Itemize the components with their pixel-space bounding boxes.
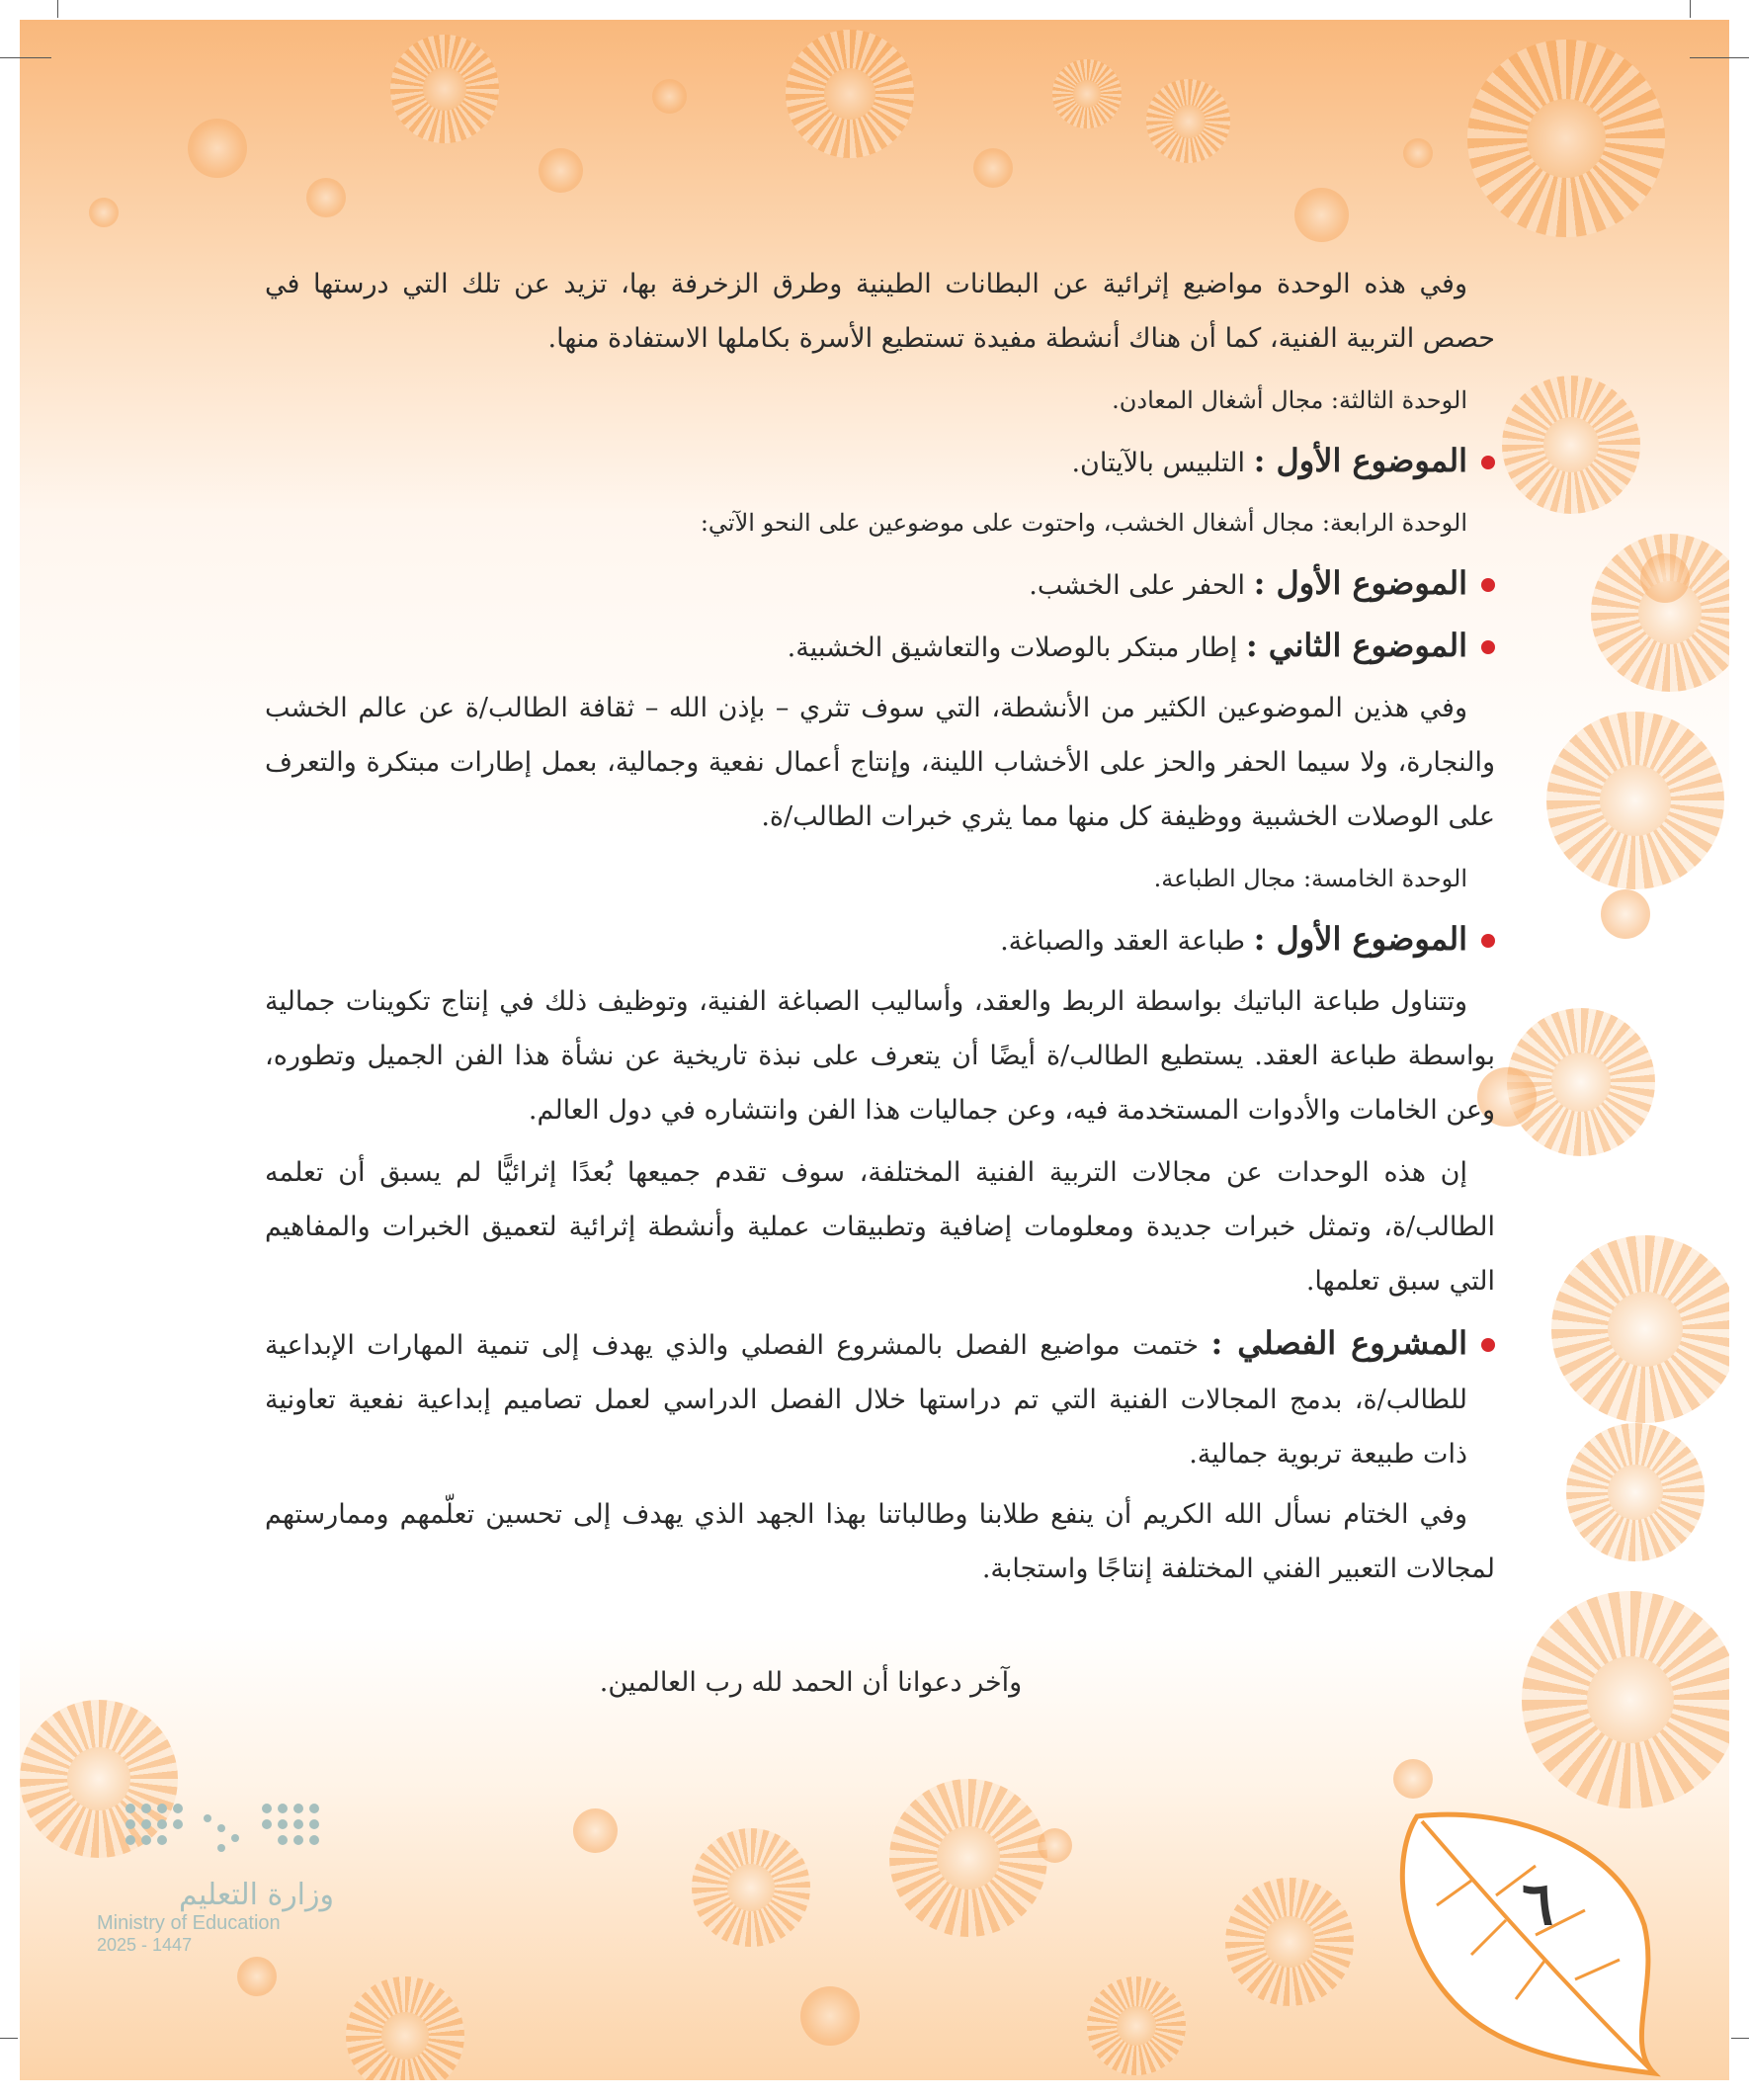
decor-flower-icon [889,1779,1047,1937]
main-content [265,257,1495,1718]
summary-paragraph: إن هذه الوحدات عن مجالات التربية الفنية المختلفة، سوف تقدم جميعها بُعدًا إثرائيًّا لم يسبق أن تعلمه الطالب/ة، وتمثل خبرات جديدة ومعلومات إضافية وتطبيقات عملية وأنشطة إثرائية لتعميق الخبرات والمفاهيم التي سبق تعلمها. [265,1157,1495,1297]
decor-dot-icon [89,198,119,227]
decor-flower-icon [1146,79,1230,163]
topic-label: الموضوع الأول : [1253,564,1467,602]
decor-dot-icon [652,79,687,114]
unit3-topic1 [265,434,1495,490]
page-number-leaf-icon [1377,1797,1664,2080]
decor-dot-icon [1393,1759,1433,1799]
ministry-name-arabic: وزارة التعليم [178,1878,334,1912]
bullet-icon [1481,640,1495,654]
project-text: ختمت مواضيع الفصل بالمشروع الفصلي والذي يهدف إلى تنمية المهارات الإبداعية للطالب/ة، بدمج المجالات الفنية التي تم دراستها خلال الفصل الدراسي لعمل تصاميم إبداعية نفعية تعاونية ذات طبيعة تربوية جمالية. [265,1330,1467,1470]
project-label: المشروع الفصلي : [1210,1324,1467,1362]
decor-dot-icon [573,1808,618,1853]
bullet-icon [1481,934,1495,948]
bullet-icon [1481,1338,1495,1352]
topic-label: الموضوع الأول : [1253,920,1467,958]
unit5-heading: الوحدة الخامسة: مجال الطباعة. [1153,865,1467,892]
decor-flower-icon [1467,40,1665,237]
ministry-name-english: Ministry of Education [97,1912,281,1934]
crop-mark [1690,0,1691,18]
page-background [20,20,1729,2080]
decor-flower-icon [1087,1976,1186,2075]
decor-flower-icon [1052,59,1122,128]
decor-flower-icon [692,1828,810,1947]
decor-dot-icon [539,148,583,193]
decor-dot-icon [306,178,346,217]
closing-paragraph: وفي الختام نسأل الله الكريم أن ينفع طلابنا وطالباتنا بهذا الجهد الذي يهدف إلى تحسين تعلّمهم وممارستهم لمجالات التعبير الفني المختلفة إنتاجًا واستجابة. [265,1499,1495,1584]
page-number: ٦ [1522,1870,1554,1939]
project-paragraph [265,1316,1495,1481]
bullet-icon [1481,578,1495,592]
decor-dot-icon [188,119,247,178]
decor-flower-icon [1546,712,1724,889]
unit5-description: وتتناول طباعة الباتيك بواسطة الربط والعقد، وأساليب الصباغة الفنية، وتوظيف ذلك في إنتاج تكوينات جمالية بواسطة طباعة العقد. يستطيع الطالب/ة أيضًا أن يتعرف على نبذة تاريخية عن نشأة هذا الفن الجميل وتطوره، وعن الخامات والأدوات المستخدمة فيه، وعن جماليات هذا الفن وانتشاره في دول العالم. [265,986,1495,1126]
topic-text: إطار مبتكر بالوصلات والتعاشيق الخشبية. [787,632,1246,663]
topic-text: الحفر على الخشب. [1029,570,1254,601]
decor-dot-icon [973,148,1013,188]
decor-flower-icon [1551,1235,1729,1423]
crop-mark [57,0,58,18]
decor-flower-icon [1502,376,1640,514]
decor-flower-icon [1522,1591,1729,1808]
decor-flower-icon [390,35,499,143]
decor-dot-icon [1403,138,1433,168]
crop-mark [0,57,51,58]
topic-label: الموضوع الأول : [1253,442,1467,479]
unit5-topic1 [265,912,1495,968]
ministry-logo-icon [119,1799,336,1868]
intro-paragraph: وفي هذه الوحدة مواضيع إثرائية عن البطانات الطينية وطرق الزخرفة بها، تزيد عن تلك التي درستها في حصص التربية الفنية، كما أن هناك أنشطة مفيدة تستطيع الأسرة بكاملها الاستفادة منها. [265,269,1495,354]
decor-flower-icon [786,30,914,158]
unit4-heading: الوحدة الرابعة: مجال أشغال الخشب، واحتوت على موضوعين على النحو الآتي: [700,509,1467,537]
decor-dot-icon [1601,889,1650,939]
unit4-topic2 [265,619,1495,675]
unit3-heading: الوحدة الثالثة: مجال أشغال المعادن. [1112,386,1467,414]
unit4-topic1 [265,556,1495,613]
topic-text: طباعة العقد والصباغة. [1000,926,1254,957]
topic-text: التلبيس بالآيتان. [1071,448,1254,478]
final-line: وآخر دعوانا أن الحمد لله رب العالمين. [599,1667,1023,1698]
decor-dot-icon [800,1986,860,2046]
ministry-branding [97,1878,334,1956]
decor-dot-icon [237,1957,277,1996]
decor-flower-icon [1566,1423,1705,1561]
topic-label: الموضوع الثاني : [1245,627,1467,664]
decor-dot-icon [1038,1828,1072,1863]
crop-mark [0,2038,18,2039]
decor-dot-icon [1294,188,1349,242]
decor-flower-icon [346,1976,464,2080]
crop-mark [1731,2038,1749,2039]
decor-flower-icon [1225,1878,1354,2006]
crop-mark [1690,57,1749,58]
decor-dot-icon [1640,553,1690,603]
unit4-description: وفي هذين الموضوعين الكثير من الأنشطة، التي سوف تثري – بإذن الله – ثقافة الطالب/ة عن عالم الخشب والنجارة، ولا سيما الحفر والحز على الأخشاب اللينة، وإنتاج أعمال نفعية وجمالية، بعمل إطارات مبتكرة والتعرف على الوصلات الخشبية ووظيفة كل منها مما يثري خبرات الطالب/ة. [265,693,1495,832]
bullet-icon [1481,456,1495,469]
ministry-year: 2025 - 1447 [97,1935,193,1955]
